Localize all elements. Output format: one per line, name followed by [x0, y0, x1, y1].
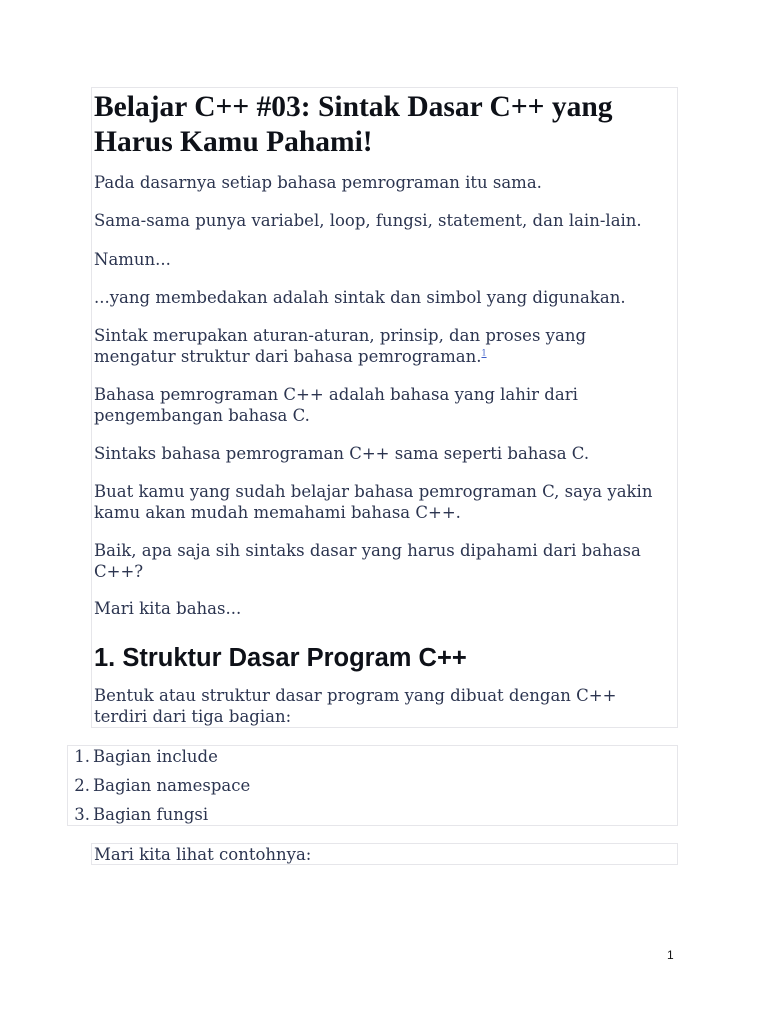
list-number: 2. — [74, 776, 90, 795]
paragraph: Mari kita bahas... — [94, 599, 242, 618]
paragraph-line: kamu akan mudah memahami bahasa C++. — [94, 503, 461, 522]
paragraph: Pada dasarnya setiap bahasa pemrograman itu sama. — [94, 173, 542, 192]
paragraph-line: pengembangan bahasa C. — [94, 406, 310, 425]
paragraph-line: Buat kamu yang sudah belajar bahasa pemrograman C, saya yakin — [94, 482, 653, 501]
paragraph: Sintaks bahasa pemrograman C++ sama seperti bahasa C. — [94, 444, 590, 463]
list-text: Bagian fungsi — [93, 805, 209, 824]
list-number: 3. — [74, 805, 90, 824]
paragraph-line: Bahasa pemrograman C++ adalah bahasa yang lahir dari — [94, 385, 578, 404]
title-line-2: Harus Kamu Pahami! — [94, 126, 373, 158]
ordered-list — [67, 745, 678, 826]
paragraph: Mari kita lihat contohnya: — [94, 845, 312, 864]
footnote-link[interactable]: 1 — [481, 348, 487, 358]
paragraph — [94, 384, 674, 426]
paragraph — [94, 540, 674, 582]
list-text: Bagian namespace — [93, 776, 251, 795]
list-text: Bagian include — [93, 747, 218, 766]
paragraph-line: C++? — [94, 562, 144, 581]
paragraph: Namun... — [94, 250, 171, 269]
paragraph — [94, 481, 674, 523]
paragraph-line: mengatur struktur dari bahasa pemrograman. — [94, 347, 482, 366]
paragraph — [94, 685, 674, 727]
paragraph: Sama-sama punya variabel, loop, fungsi, statement, dan lain-lain. — [94, 211, 642, 230]
list-number: 1. — [74, 747, 90, 766]
paragraph — [94, 325, 674, 367]
paragraph-line: terdiri dari tiga bagian: — [94, 707, 292, 726]
paragraph: ...yang membedakan adalah sintak dan simbol yang digunakan. — [94, 288, 626, 307]
paragraph-line: Bentuk atau struktur dasar program yang dibuat dengan C++ — [94, 686, 617, 705]
content-block — [91, 843, 678, 865]
page-number: 1 — [667, 948, 674, 962]
paragraph-line: Sintak merupakan aturan-aturan, prinsip, dan proses yang — [94, 326, 587, 345]
section-heading: 1. Struktur Dasar Program C++ — [94, 644, 467, 672]
title-line-1: Belajar C++ #03: Sintak Dasar C++ yang — [94, 91, 613, 123]
paragraph-line: Baik, apa saja sih sintaks dasar yang harus dipahami dari bahasa — [94, 541, 641, 560]
page-title — [94, 90, 674, 160]
content-block — [91, 87, 678, 728]
